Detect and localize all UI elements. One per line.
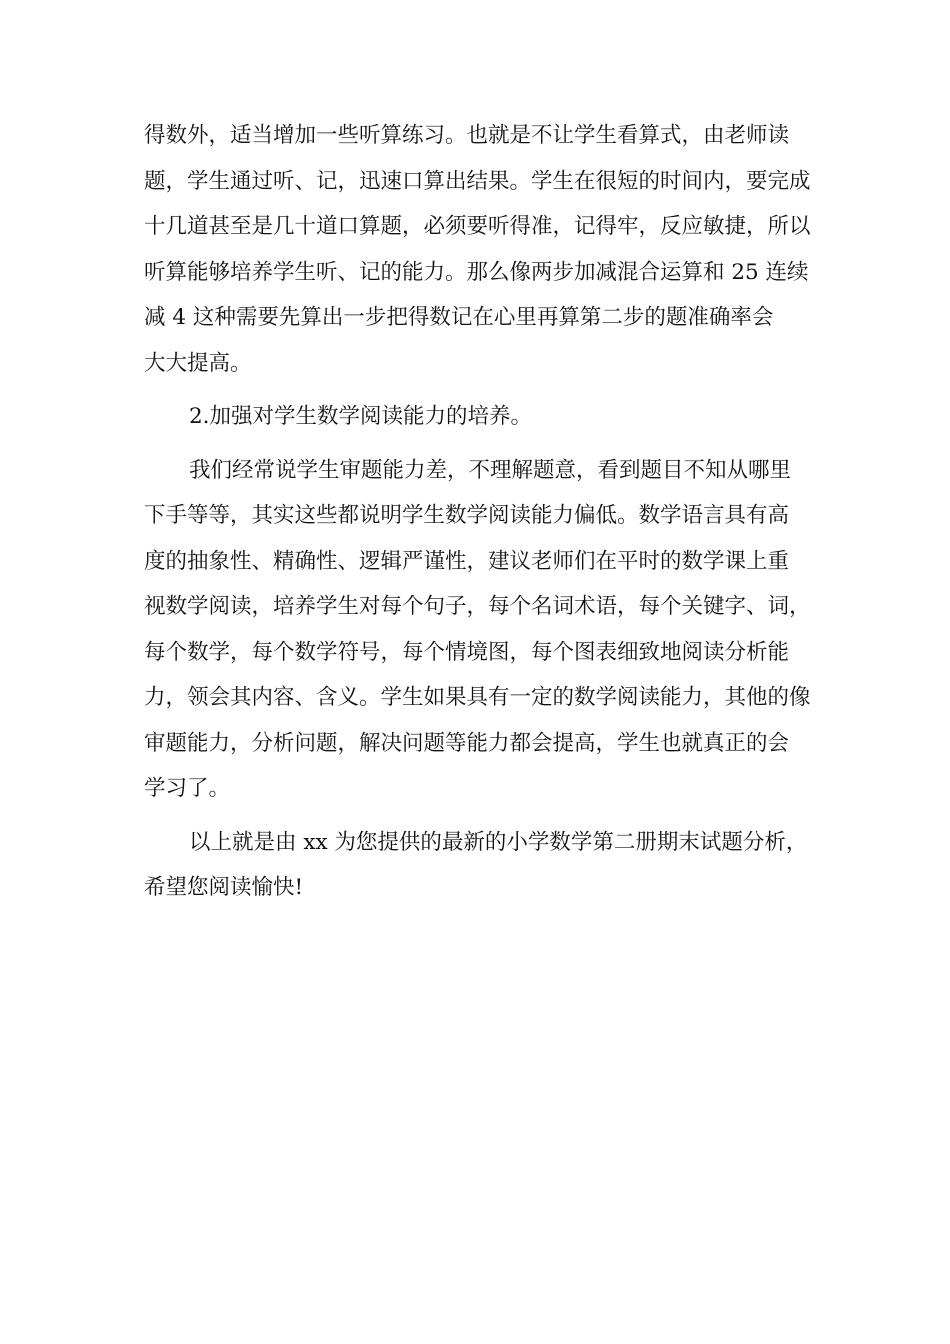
paragraph-line: 力，领会其内容、含义。学生如果具有一定的数学阅读能力，其他的像 xyxy=(144,685,811,710)
paragraph-line: 审题能力，分析问题，解决问题等能力都会提高，学生也就真正的会 xyxy=(144,730,790,756)
paragraph-line: 以上就是由 xx 为您提供的最新的小学数学第二册期末试题分析， xyxy=(189,829,808,855)
paragraph-closing xyxy=(144,820,814,911)
section-heading: 2.加强对学生数学阅读能力的培养。 xyxy=(189,404,533,429)
paragraph-line: 希望您阅读愉快! xyxy=(144,875,304,900)
paragraph-line: 学习了。 xyxy=(144,776,231,801)
paragraph-line: 听算能够培养学生听、记的能力。那么像两步加减混合运算和 25 连续 xyxy=(144,259,809,285)
paragraph-line: 十几道甚至是几十道口算题，必须要听得准，记得牢，反应敏捷，所以 xyxy=(144,214,811,239)
paragraph-line: 视数学阅读，培养学生对每个句子，每个名词术语，每个关键字、词， xyxy=(144,594,811,619)
paragraph-line: 题，学生通过听、记，迅速口算出结果。学生在很短的时间内，要完成 xyxy=(144,168,811,194)
paragraph-continuation xyxy=(144,113,814,386)
paragraph-line: 每个数学，每个数学符号，每个情境图，每个图表细致地阅读分析能 xyxy=(144,639,790,665)
paragraph-line: 减 4 这种需要先算出一步把得数记在心里再算第二步的题准确率会 xyxy=(144,305,774,330)
paragraph-line: 度的抽象性、精确性、逻辑严谨性，建议老师们在平时的数学课上重 xyxy=(144,548,790,574)
paragraph-line: 大大提高。 xyxy=(144,350,252,376)
paragraph-line: 我们经常说学生审题能力差，不理解题意，看到题目不知从哪里 xyxy=(189,457,792,483)
paragraph-line: 下手等等，其实这些都说明学生数学阅读能力偏低。数学语言具有高 xyxy=(144,503,790,528)
document-body xyxy=(144,113,814,911)
paragraph-reading-ability xyxy=(144,448,814,812)
paragraph-line: 得数外，适当增加一些听算练习。也就是不让学生看算式，由老师读 xyxy=(144,123,790,148)
